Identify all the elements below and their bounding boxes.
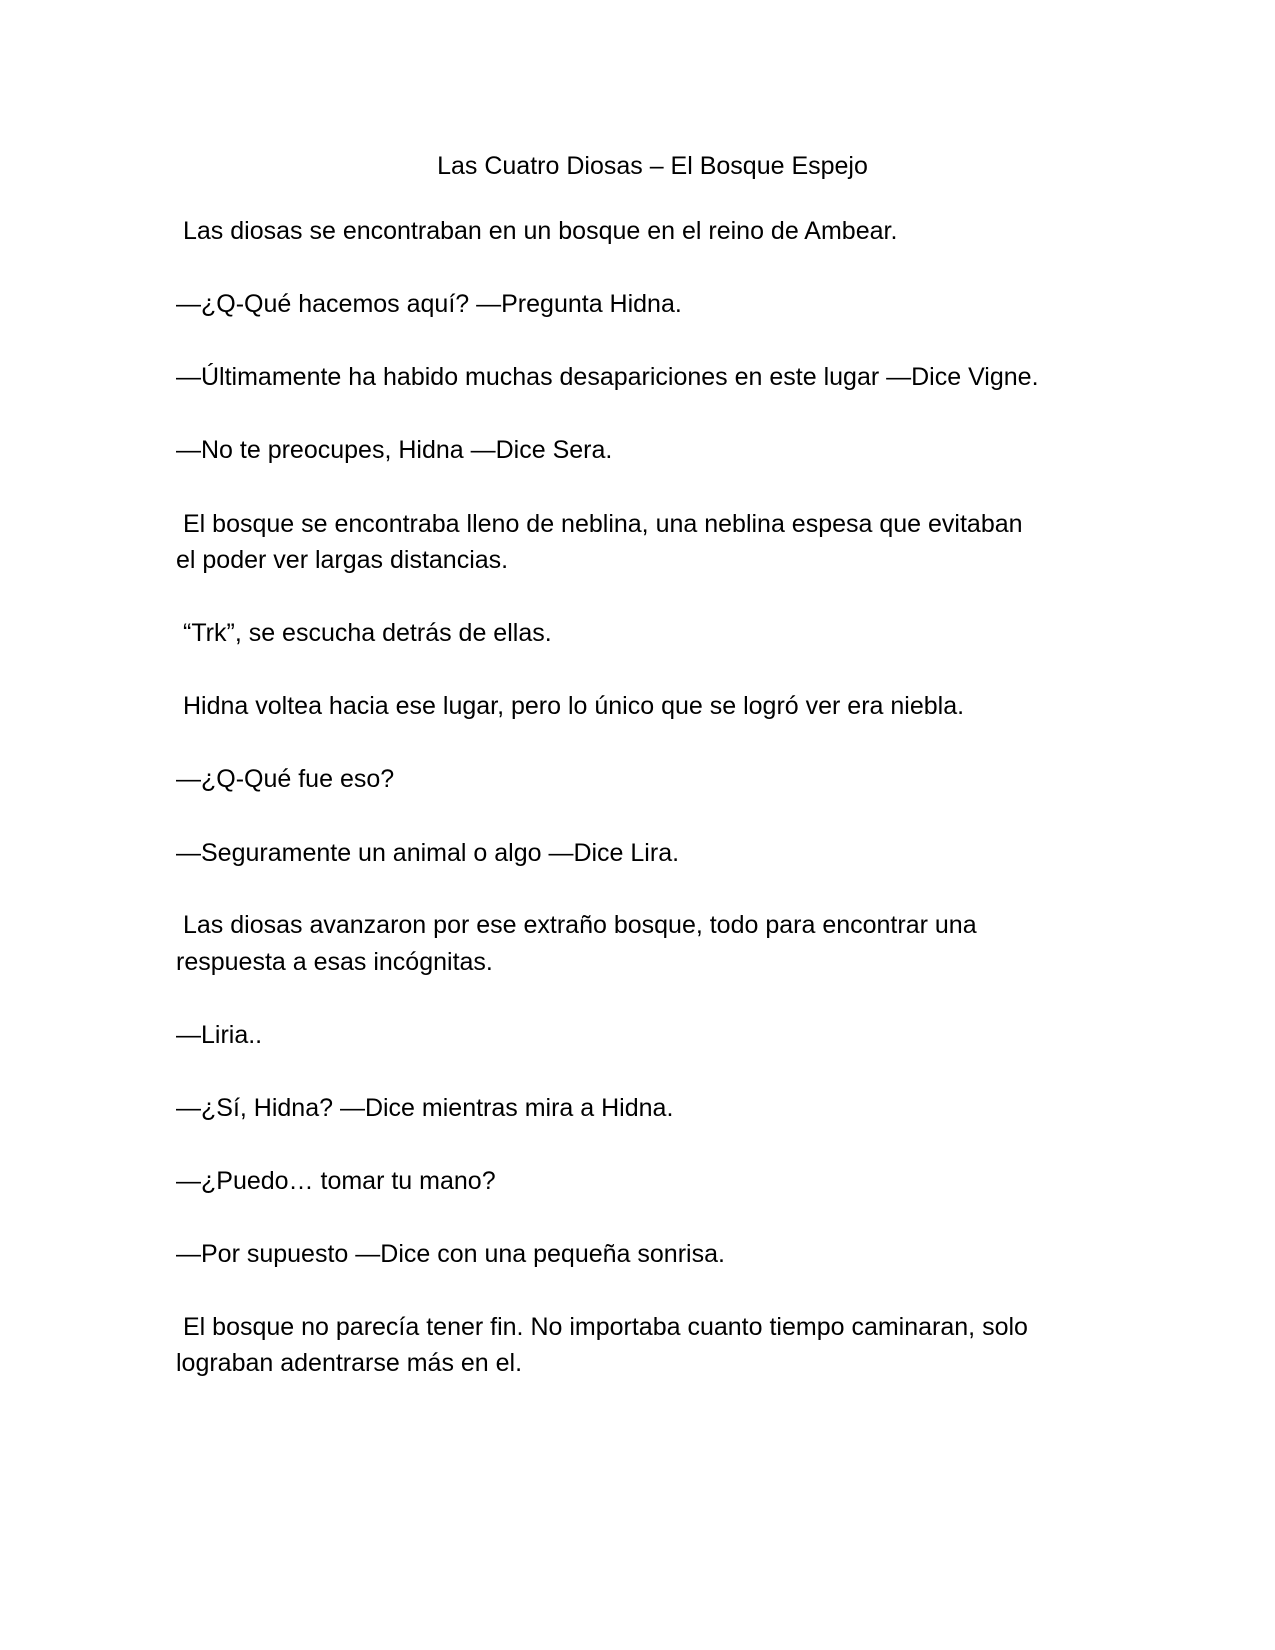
dialogue-line: —¿Q-Qué fue eso? [176, 765, 395, 793]
paragraph-line: El bosque se encontraba lleno de neblina, una neblina espesa que evitaban [183, 510, 1023, 538]
document-title: Las Cuatro Diosas – El Bosque Espejo [437, 152, 868, 180]
dialogue-line: —No te preocupes, Hidna —Dice Sera. [176, 436, 613, 464]
paragraph-line: Las diosas se encontraban en un bosque en el reino de Ambear. [183, 217, 898, 245]
paragraph-line: respuesta a esas incógnitas. [176, 948, 493, 976]
paragraph-line: Hidna voltea hacia ese lugar, pero lo único que se logró ver era niebla. [183, 692, 965, 720]
paragraph-line: el poder ver largas distancias. [176, 546, 509, 574]
dialogue-line: —Liria.. [176, 1021, 263, 1049]
dialogue-line: —Últimamente ha habido muchas desapariciones en este lugar —Dice Vigne. [176, 363, 1039, 391]
paragraph-line: Las diosas avanzaron por ese extraño bosque, todo para encontrar una [183, 911, 977, 939]
dialogue-line: —¿Sí, Hidna? —Dice mientras mira a Hidna. [176, 1094, 674, 1122]
paragraph-line: “Trk”, se escucha detrás de ellas. [183, 619, 552, 647]
dialogue-line: —Seguramente un animal o algo —Dice Lira. [176, 839, 680, 867]
paragraph-line: El bosque no parecía tener fin. No importaba cuanto tiempo caminaran, solo [183, 1313, 1028, 1341]
dialogue-line: —¿Puedo… tomar tu mano? [176, 1167, 496, 1195]
paragraph-line: lograban adentrarse más en el. [176, 1349, 523, 1377]
dialogue-line: —¿Q-Qué hacemos aquí? —Pregunta Hidna. [176, 290, 682, 318]
dialogue-line: —Por supuesto —Dice con una pequeña sonrisa. [176, 1240, 725, 1268]
